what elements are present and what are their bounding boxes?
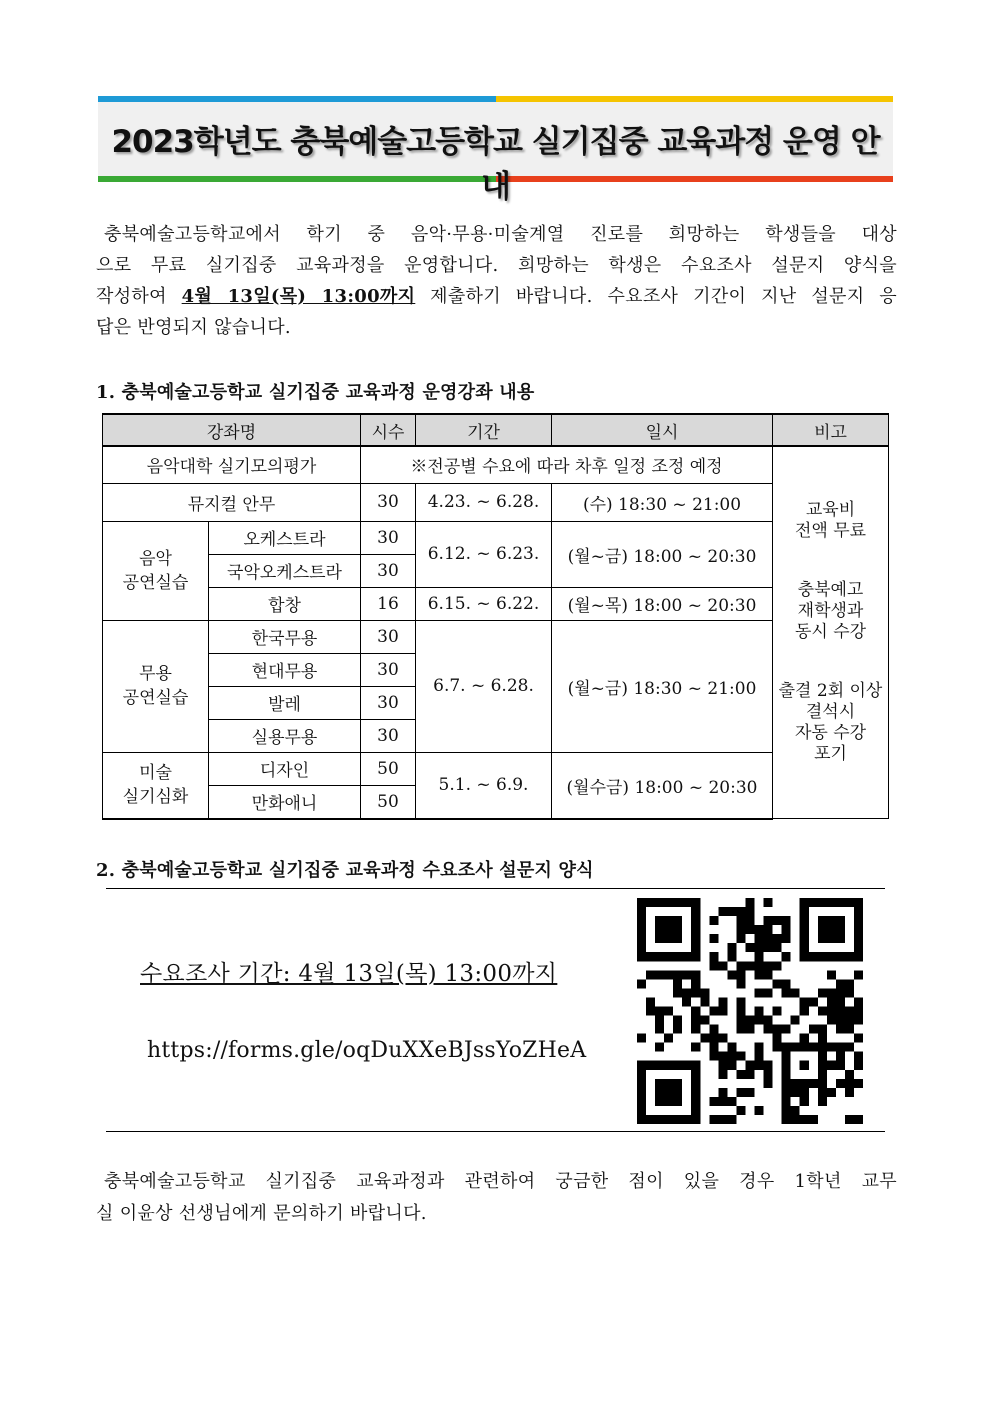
- mock-exam-note: ※전공별 수요에 따라 차후 일정 조정 예정: [361, 446, 773, 483]
- music-period-b: 6.15. ~ 6.22.: [416, 587, 552, 620]
- table-row: [103, 446, 889, 483]
- survey-url[interactable]: https://forms.gle/oqDuXXeBJssYoZHeA: [147, 1038, 587, 1063]
- title-bar-blue: [98, 96, 496, 102]
- table-row: [103, 483, 889, 521]
- header-period: 기간: [416, 414, 552, 446]
- course-hours: 30: [361, 521, 416, 554]
- musical-time: (수) 18:30 ~ 21:00: [552, 483, 773, 521]
- dance-period: 6.7. ~ 6.28.: [416, 620, 552, 752]
- remark-absence: 출결 2회 이상 결석시 자동 수강 포기: [778, 681, 883, 764]
- course-hours: 30: [361, 719, 416, 752]
- table-row: [103, 620, 889, 653]
- remarks-cell: [773, 446, 889, 819]
- section-1-heading: 1. 충북예술고등학교 실기집중 교육과정 운영강좌 내용: [96, 382, 535, 403]
- table-header-row: [103, 414, 889, 446]
- header-course: 강좌명: [103, 414, 361, 446]
- course-hours: 50: [361, 752, 416, 785]
- music-time-b: (월~목) 18:00 ~ 20:30: [552, 587, 773, 620]
- intro-line-3-pre: 작성하여: [96, 286, 182, 307]
- header-time: 일시: [552, 414, 773, 446]
- course-table: [102, 413, 889, 820]
- musical-hours: 30: [361, 483, 416, 521]
- dance-group: 무용 공연실습: [103, 620, 209, 752]
- table-row: [103, 587, 889, 620]
- intro-line-4: 답은 반영되지 않습니다.: [96, 317, 291, 338]
- table-row: [103, 752, 889, 785]
- course-hours: 30: [361, 686, 416, 719]
- deadline-text: 4월 13일(목) 13:00까지: [181, 286, 416, 307]
- section-2-heading: 2. 충북예술고등학교 실기집중 교육과정 수요조사 설문지 양식: [96, 860, 594, 881]
- course-hours: 50: [361, 785, 416, 819]
- contact-paragraph: [96, 1166, 897, 1230]
- remark-fee: 교육비 전액 무료: [794, 500, 867, 541]
- survey-divider-bottom: [106, 1131, 885, 1132]
- course-hours: 30: [361, 554, 416, 587]
- page-title: 2023학년도 충북예술고등학교 실기집중 교육과정 운영 안내: [111, 124, 880, 205]
- title-bar-yellow: [496, 96, 893, 102]
- remark-together: 충북예고 재학생과 동시 수강: [794, 580, 867, 642]
- course-name: 국악오케스트라: [209, 554, 361, 587]
- intro-line-1: 충북예술고등학교에서 학기 중 음악·무용·미술계열 진로를 희망하는 학생들을 대상: [104, 224, 897, 245]
- course-hours: 30: [361, 653, 416, 686]
- art-group: 미술 실기심화: [103, 752, 209, 819]
- musical-period: 4.23. ~ 6.28.: [416, 483, 552, 521]
- title-banner: [98, 96, 893, 205]
- intro-line-3: [96, 281, 897, 312]
- intro-line-2: 으로 무료 실기집중 교육과정을 운영합니다. 희망하는 학생은 수요조사 설문지 양식을: [96, 255, 897, 276]
- art-period: 5.1. ~ 6.9.: [416, 752, 552, 819]
- dance-time: (월~금) 18:30 ~ 21:00: [552, 620, 773, 752]
- course-name: 합창: [209, 587, 361, 620]
- course-name: 만화애니: [209, 785, 361, 819]
- header-hours: 시수: [361, 414, 416, 446]
- course-name: 실용무용: [209, 719, 361, 752]
- contact-line-1: 충북예술고등학교 실기집중 교육과정과 관련하여 궁금한 점이 있을 경우 1학년 교무: [104, 1171, 897, 1192]
- course-hours: 30: [361, 620, 416, 653]
- course-hours: 16: [361, 587, 416, 620]
- qr-code-icon[interactable]: [637, 898, 863, 1124]
- mock-exam-name: 음악대학 실기모의평가: [103, 446, 361, 483]
- music-time-a: (월~금) 18:00 ~ 20:30: [552, 521, 773, 587]
- table-row: [103, 521, 889, 554]
- survey-divider-top: [106, 888, 885, 889]
- course-name: 한국무용: [209, 620, 361, 653]
- contact-line-2: 실 이윤상 선생님에게 문의하기 바랍니다.: [96, 1203, 427, 1224]
- musical-name: 뮤지컬 안무: [103, 483, 361, 521]
- course-name: 디자인: [209, 752, 361, 785]
- survey-period: 수요조사 기간: 4월 13일(목) 13:00까지: [140, 961, 558, 987]
- music-group: 음악 공연실습: [103, 521, 209, 620]
- intro-line-3-post: 제출하기 바랍니다. 수요조사 기간이 지난 설문지 응: [415, 286, 897, 307]
- course-name: 오케스트라: [209, 521, 361, 554]
- course-name: 발레: [209, 686, 361, 719]
- header-remarks: 비고: [773, 414, 889, 446]
- intro-paragraph: [96, 219, 897, 343]
- art-time: (월수금) 18:00 ~ 20:30: [552, 752, 773, 819]
- course-name: 현대무용: [209, 653, 361, 686]
- music-period-a: 6.12. ~ 6.23.: [416, 521, 552, 587]
